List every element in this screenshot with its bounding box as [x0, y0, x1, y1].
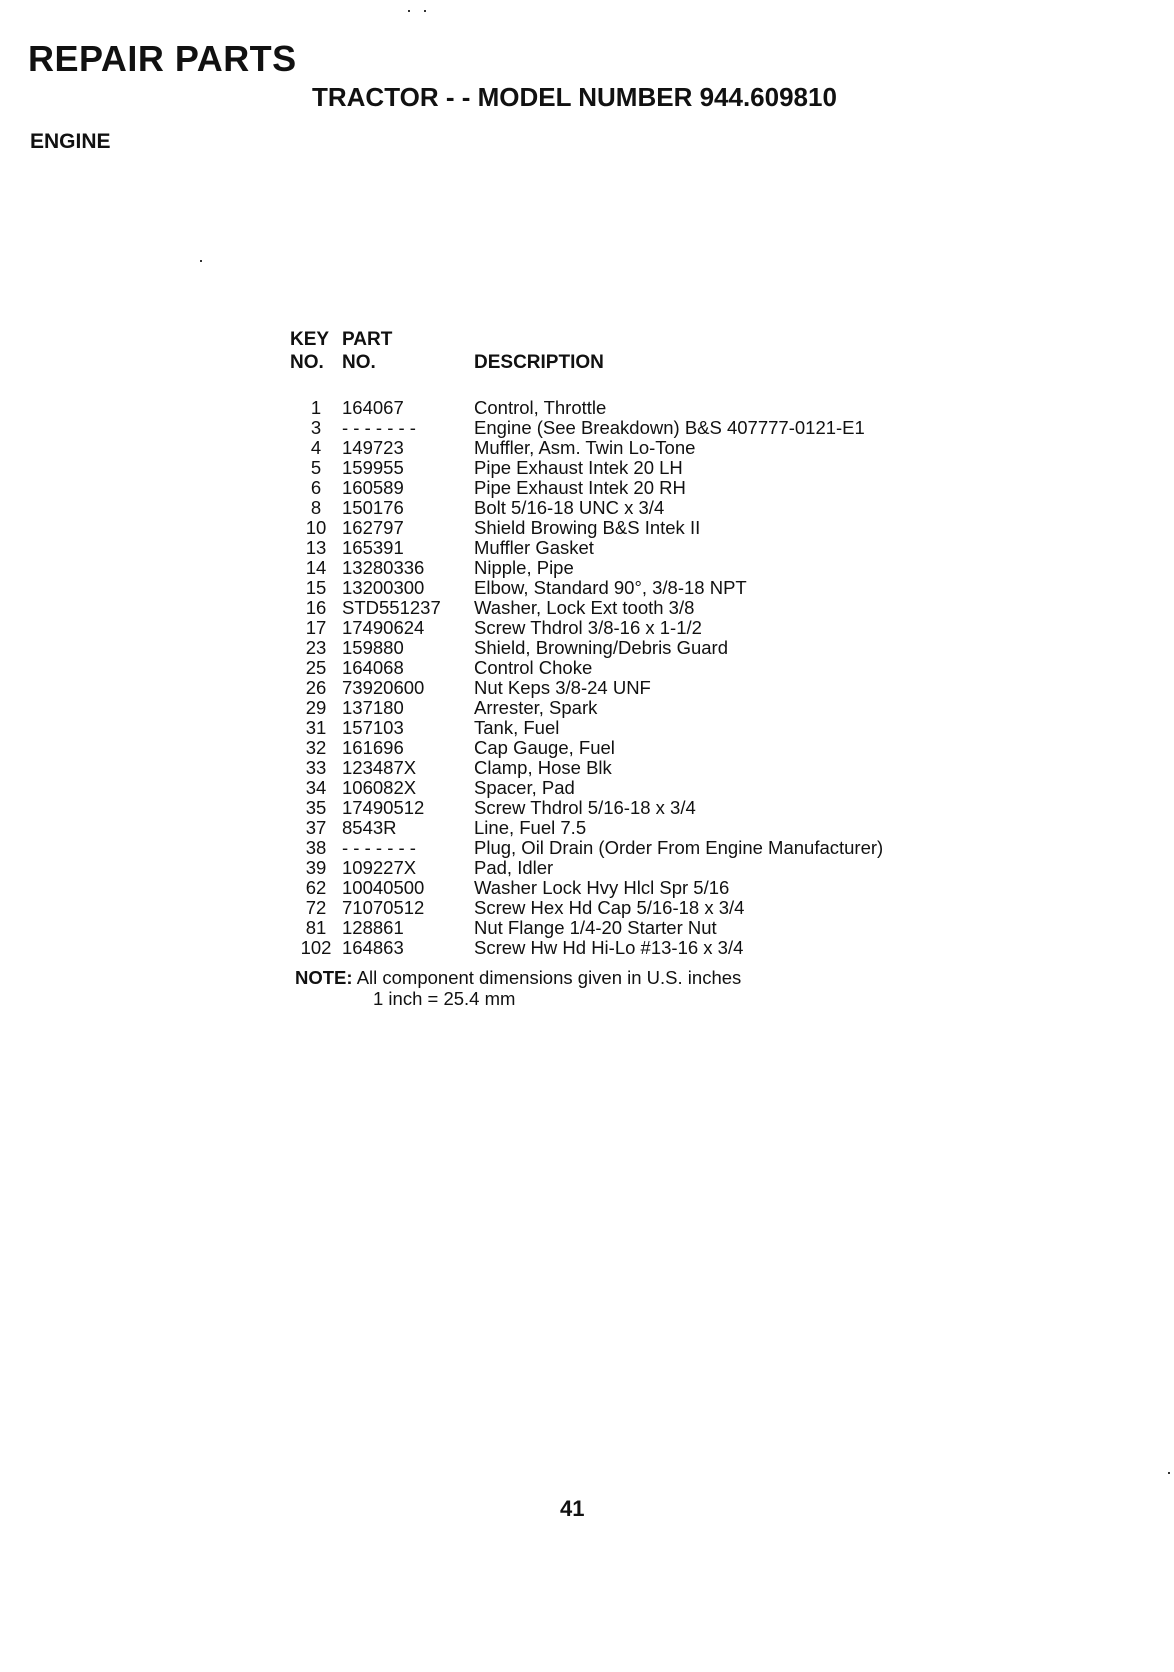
description-cell: Plug, Oil Drain (Order From Engine Manufacturer)	[474, 837, 884, 858]
key-no-cell: 25	[305, 657, 327, 678]
key-no-cell: 37	[305, 817, 327, 838]
desc-header-spacer	[474, 328, 883, 351]
description-cell: Shield, Browning/Debris Guard	[474, 637, 728, 658]
part-no-cell: 157103	[342, 717, 404, 738]
part-no-cell: 123487X	[342, 757, 417, 778]
part-no-cell: 137180	[342, 697, 404, 718]
part-no-cell: 71070512	[342, 897, 425, 918]
description-cell: Pipe Exhaust Intek 20 RH	[474, 477, 686, 498]
key-no-cell: 72	[305, 897, 327, 918]
table-row	[290, 778, 883, 798]
header-spacer-row	[290, 374, 883, 398]
description-cell: Line, Fuel 7.5	[474, 817, 587, 838]
note-label: NOTE:	[295, 967, 353, 988]
part-no-cell: 150176	[342, 497, 404, 518]
description-cell: Nut Keps 3/8-24 UNF	[474, 677, 651, 698]
note-block	[295, 967, 741, 1009]
description-cell: Washer Lock Hvy Hlcl Spr 5/16	[474, 877, 730, 898]
table-row	[290, 578, 883, 598]
part-header-line2: NO.	[342, 352, 376, 373]
key-header-line2: NO.	[290, 352, 324, 373]
part-no-cell: 160589	[342, 477, 404, 498]
parts-table-body	[290, 398, 883, 958]
note-line-1	[295, 967, 741, 988]
note-text: All component dimensions given in U.S. inches	[356, 967, 742, 988]
description-cell: Screw Thdrol 3/8-16 x 1-1/2	[474, 617, 702, 638]
part-no-cell: 149723	[342, 437, 404, 458]
note-conversion: 1 inch = 25.4 mm	[373, 988, 516, 1009]
description-cell: Muffler Gasket	[474, 537, 594, 558]
description-cell: Engine (See Breakdown) B&S 407777-0121-E1	[474, 417, 865, 438]
part-no-cell: 128861	[342, 917, 404, 938]
table-row	[290, 558, 883, 578]
table-row	[290, 718, 883, 738]
part-no-cell: 17490512	[342, 797, 425, 818]
description-cell: Screw Thdrol 5/16-18 x 3/4	[474, 797, 696, 818]
key-no-cell: 13	[305, 537, 327, 558]
key-no-cell: 4	[310, 437, 322, 458]
header-spacer-cell	[290, 374, 883, 398]
description-cell: Nipple, Pipe	[474, 557, 574, 578]
part-no-cell: 159880	[342, 637, 404, 658]
key-no-cell: 32	[305, 737, 327, 758]
key-no-cell: 39	[305, 857, 327, 878]
part-no-cell: 161696	[342, 737, 404, 758]
part-no-cell: 164863	[342, 937, 404, 958]
part-no-cell: 73920600	[342, 677, 425, 698]
table-row	[290, 798, 883, 818]
key-no-cell: 8	[310, 497, 322, 518]
table-row	[290, 518, 883, 538]
table-row	[290, 618, 883, 638]
scan-speck	[1168, 1472, 1170, 1474]
key-no-cell: 14	[305, 557, 327, 578]
scan-speck	[424, 10, 426, 12]
part-no-cell: 165391	[342, 537, 404, 558]
table-row	[290, 878, 883, 898]
part-no-cell: 164067	[342, 397, 404, 418]
table-row	[290, 818, 883, 838]
model-heading: TRACTOR - - MODEL NUMBER 944.609810	[312, 82, 837, 112]
key-no-cell: 10	[305, 517, 327, 538]
key-no-cell: 33	[305, 757, 327, 778]
table-row	[290, 898, 883, 918]
description-cell: Shield Browing B&S Intek II	[474, 517, 701, 538]
description-cell: Elbow, Standard 90°, 3/8-18 NPT	[474, 577, 747, 598]
part-no-cell: STD551237	[342, 597, 441, 618]
table-row	[290, 418, 883, 438]
key-no-cell: 16	[305, 597, 327, 618]
key-no-cell: 1	[310, 397, 322, 418]
description-cell: Bolt 5/16-18 UNC x 3/4	[474, 497, 665, 518]
description-cell: Cap Gauge, Fuel	[474, 737, 615, 758]
description-cell: Control Choke	[474, 657, 593, 678]
section-label: ENGINE	[30, 130, 111, 153]
key-no-cell: 3	[310, 417, 322, 438]
page-number: 41	[560, 1496, 585, 1521]
table-row	[290, 858, 883, 878]
table-row	[290, 478, 883, 498]
description-cell: Control, Throttle	[474, 397, 607, 418]
table-row	[290, 398, 883, 418]
description-cell: Nut Flange 1/4-20 Starter Nut	[474, 917, 717, 938]
key-no-cell: 81	[305, 917, 327, 938]
part-no-cell: 17490624	[342, 617, 425, 638]
parts-table-header	[290, 328, 883, 398]
table-row	[290, 598, 883, 618]
key-no-cell: 38	[305, 837, 327, 858]
part-no-cell: 159955	[342, 457, 404, 478]
key-no-cell: 23	[305, 637, 327, 658]
key-no-cell: 29	[305, 697, 327, 718]
key-no-cell: 31	[305, 717, 327, 738]
part-no-cell: 162797	[342, 517, 404, 538]
description-cell: Washer, Lock Ext tooth 3/8	[474, 597, 695, 618]
key-no-cell: 5	[310, 457, 322, 478]
description-cell: Tank, Fuel	[474, 717, 560, 738]
header-row-2	[290, 351, 883, 374]
description-cell: Pad, Idler	[474, 857, 554, 878]
header-row-1	[290, 328, 883, 351]
key-no-cell: 62	[305, 877, 327, 898]
key-no-cell: 17	[305, 617, 327, 638]
parts-table	[290, 328, 883, 958]
table-row	[290, 538, 883, 558]
description-cell: Pipe Exhaust Intek 20 LH	[474, 457, 683, 478]
description-cell: Screw Hw Hd Hi-Lo #13-16 x 3/4	[474, 937, 744, 958]
scan-speck	[200, 260, 202, 262]
key-no-cell: 35	[305, 797, 327, 818]
key-no-cell: 6	[310, 477, 322, 498]
part-no-cell: - - - - - - -	[342, 417, 416, 438]
table-row	[290, 658, 883, 678]
part-no-cell: 8543R	[342, 817, 397, 838]
scan-speck	[408, 10, 410, 12]
description-cell: Clamp, Hose Blk	[474, 757, 612, 778]
key-no-cell: 34	[305, 777, 327, 798]
table-row	[290, 698, 883, 718]
page-title: REPAIR PARTS	[28, 38, 297, 79]
table-row	[290, 458, 883, 478]
key-header-line1: KEY	[290, 329, 330, 350]
part-no-cell: 13280336	[342, 557, 425, 578]
description-cell: Screw Hex Hd Cap 5/16-18 x 3/4	[474, 897, 745, 918]
table-row	[290, 738, 883, 758]
key-no-cell: 26	[305, 677, 327, 698]
table-row	[290, 498, 883, 518]
table-row	[290, 438, 883, 458]
part-no-cell: 10040500	[342, 877, 425, 898]
description-cell: Spacer, Pad	[474, 777, 575, 798]
table-row	[290, 918, 883, 938]
description-cell: Arrester, Spark	[474, 697, 598, 718]
table-row	[290, 838, 883, 858]
table-row	[290, 678, 883, 698]
part-header-line1: PART	[342, 329, 393, 350]
part-no-cell: 106082X	[342, 777, 417, 798]
key-no-cell: 102	[300, 937, 332, 958]
key-no-cell: 15	[305, 577, 327, 598]
description-header: DESCRIPTION	[474, 352, 604, 373]
part-no-cell: 164068	[342, 657, 404, 678]
table-row	[290, 938, 883, 958]
table-row	[290, 758, 883, 778]
part-no-cell: 109227X	[342, 857, 417, 878]
table-row	[290, 638, 883, 658]
part-no-cell: 13200300	[342, 577, 425, 598]
description-cell: Muffler, Asm. Twin Lo-Tone	[474, 437, 696, 458]
part-no-cell: - - - - - - -	[342, 837, 416, 858]
